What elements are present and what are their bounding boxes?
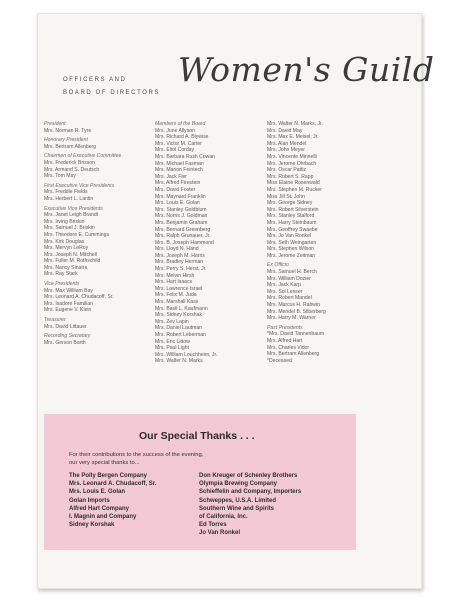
- member-name: Mrs. Robert Mandel: [267, 295, 312, 302]
- officers-column-2: [155, 121, 265, 368]
- thanks-item: Ed Torres: [199, 522, 227, 529]
- header-label: [63, 74, 160, 100]
- member-name: Mrs. David Foster: [155, 186, 196, 193]
- officer-section: [44, 153, 149, 179]
- member-name: Mrs. Perry S. Herst, Jr.: [155, 266, 207, 273]
- member-name: Mrs. Oscar Pattiz: [267, 167, 307, 174]
- section-title: Treasurer: [44, 317, 66, 324]
- officer-section: [44, 317, 149, 330]
- member-name: Mrs. June Allyson: [155, 127, 195, 134]
- thanks-item: Golan Imports: [69, 497, 110, 504]
- member-name: Mrs. Vincente Minnelli: [267, 153, 317, 160]
- member-name: Mrs. Nancy Sinatra: [44, 264, 88, 271]
- member-name: Mrs. Alfred Firestein: [155, 180, 201, 187]
- member-name: Mrs. Louis E. Golan: [155, 200, 200, 207]
- member-name: Mrs. Irving Briskin: [44, 218, 85, 225]
- member-name: Mrs. Marcus H. Rabwin: [267, 302, 320, 309]
- member-name: Mrs. Norman R. Tyre: [44, 127, 92, 134]
- member-name: Mrs. Harry M. Warner: [267, 315, 316, 322]
- thanks-item: Schieffelin and Company, Importers: [199, 489, 302, 496]
- member-name: Mrs. Isadore Familian: [44, 300, 93, 307]
- section-title: First Executive Vice Presidents: [44, 182, 115, 189]
- member-name: Mrs. Sidney Korshak: [155, 312, 202, 319]
- section-title: Chairmen of Executive Committee: [44, 153, 122, 160]
- thanks-item: Mrs. Louis E. Golan: [69, 489, 126, 496]
- member-name: Mrs. Lawrence Israel: [155, 285, 203, 292]
- officer-section: [44, 121, 149, 134]
- member-name: Mrs. David May: [267, 127, 303, 134]
- member-name: Mrs. David Littauer: [44, 323, 87, 330]
- member-name: Mrs. Walter N. Marks, Jr.: [267, 121, 323, 127]
- member-name: Mrs. William Louchheim, Jr.: [155, 351, 218, 358]
- thanks-item: The Polly Bergen Company: [69, 473, 148, 479]
- member-name: Mrs. Bertram Allenberg: [44, 143, 97, 150]
- member-name: Mrs. John Meyer: [267, 147, 305, 154]
- member-name: Mrs. Maynard Franklin: [155, 193, 206, 200]
- member-name: Mrs. Hart Isaacs: [155, 279, 193, 286]
- member-name: Mrs. Alfred Hart: [267, 338, 303, 344]
- member-name: Mrs. Frederick Brisson: [44, 159, 95, 166]
- thanks-intro-line-2: our very special thanks to...: [69, 460, 140, 466]
- member-name: Mrs. Michael Fasman: [155, 160, 204, 167]
- member-name: Mrs. Eric Lidow: [155, 338, 190, 345]
- officer-section: [44, 206, 149, 279]
- member-name: Mrs. Stephen Wilson: [267, 246, 314, 253]
- member-name: Mrs. Mervyn LeRoy: [44, 245, 89, 252]
- thanks-intro-line-1: For their contributions to the success of the evening,: [69, 452, 204, 458]
- officer-section: [267, 121, 377, 259]
- member-name: Mrs. Jack Fier: [155, 173, 187, 180]
- member-name: Mrs. Eugene V. Klein: [44, 307, 92, 314]
- member-name: Mrs. Jerome Zeitman: [267, 252, 316, 259]
- thanks-item: Alfred Hart Company: [69, 505, 130, 512]
- member-name: Miss Jill St. John: [267, 193, 305, 200]
- member-name: Mrs. B. Joseph Hammond: [155, 239, 214, 246]
- header-line-1: OFFICERS AND: [63, 77, 127, 83]
- member-name: *Deceased: [267, 357, 292, 364]
- member-name: Mrs. Paul Light: [155, 345, 189, 352]
- member-name: Mrs. Herbert L. Lantin: [44, 195, 94, 202]
- member-name: Mrs. Charles Vidor: [267, 344, 310, 351]
- member-name: Mrs. Stephen M. Rucker: [267, 186, 322, 193]
- thanks-list-left: [69, 472, 156, 529]
- member-name: Mrs. Samuel H. Berch: [267, 269, 317, 276]
- thanks-item: Jo Van Ronkel: [199, 530, 241, 537]
- member-name: Mrs. Armand S. Deutsch: [44, 166, 100, 173]
- thanks-item: of California, Inc.: [199, 514, 248, 521]
- member-name: Mrs. Robert Leberman: [155, 332, 206, 338]
- thanks-item: Southern Wine and Spirits: [199, 505, 274, 512]
- member-name: Mrs. Bradley Herman: [155, 259, 204, 266]
- thanks-list-right: [199, 472, 301, 538]
- special-thanks-box: [44, 414, 356, 550]
- member-name: Mrs. Jerome Ohrbach: [267, 160, 317, 167]
- member-name: Mrs. Melvin Hirsh: [155, 272, 195, 279]
- member-name: Mrs. Ray Stark: [44, 271, 78, 278]
- member-name: Mrs. Alan Mendel: [267, 140, 307, 147]
- thanks-item: Mrs. Leonard A. Chudacoff, Sr.: [69, 481, 157, 488]
- member-name: Mrs. Barbara Rush Cowan: [155, 153, 216, 160]
- member-name: Mrs. Sol Lesser: [267, 288, 303, 295]
- member-name: Mrs. Freddie Fields: [44, 189, 88, 196]
- member-name: Mrs. Mendel B. Silberberg: [267, 308, 326, 315]
- thanks-item: Olympia Brewing Company: [199, 481, 278, 488]
- member-name: Miss Elaine Rosenwald: [267, 180, 320, 187]
- section-title: President: [44, 121, 66, 127]
- member-name: Mrs. Bernard Greenberg: [155, 226, 211, 233]
- thanks-item: Schweppes, U.S.A. Limited: [199, 497, 277, 504]
- member-name: Mrs. Joseph M. Harris: [155, 252, 205, 259]
- member-name: Mrs. Felix M. Juda: [155, 292, 197, 299]
- member-name: Mrs. Joseph N. Mitchell: [44, 251, 97, 258]
- page-title: Women's Guild: [178, 50, 435, 89]
- section-title: Past Presidents: [267, 324, 303, 331]
- member-name: Mrs. Tom May: [44, 173, 76, 180]
- member-name: Mrs. William Dozier: [267, 275, 311, 282]
- member-name: Mrs. Bertram Allenberg: [267, 351, 320, 358]
- section-title: Members of the Board: [155, 121, 206, 127]
- member-name: Mrs. Max E. Meisel, Jr.: [267, 134, 319, 141]
- member-name: Mrs. Theodore E. Cummings: [44, 231, 110, 238]
- officer-section: [44, 281, 149, 314]
- member-name: Mrs. Seth Weingarten: [267, 239, 317, 246]
- member-name: Mrs. Harry Steinbaum: [267, 219, 317, 226]
- officer-section: [44, 333, 149, 346]
- member-name: Mrs. Geoffrey Swaebe: [267, 226, 318, 233]
- member-name: Mrs. Jack Karp: [267, 282, 301, 289]
- section-title: Ex Officio: [267, 262, 289, 269]
- officers-column-3: [267, 121, 377, 367]
- member-name: Mrs. Stanley Goldblum: [155, 206, 207, 213]
- member-name: *Mrs. David Tannenbaum: [267, 331, 325, 338]
- member-name: Mrs. Jo Van Ronkel: [267, 233, 312, 240]
- section-title: Executive Vice Presidents: [44, 205, 103, 212]
- member-name: Mrs. Gerson Barth: [44, 339, 86, 346]
- member-name: Mrs. Norris J. Goldman: [155, 213, 208, 220]
- officer-section: [267, 325, 377, 365]
- section-title: Honorary President: [44, 137, 88, 144]
- thanks-item: Don Kreuger of Schenley Brothers: [199, 473, 298, 479]
- section-title: Vice Presidents: [44, 281, 80, 288]
- member-name: Mrs. Daniel Lautman: [155, 325, 202, 332]
- thanks-title: Our Special Thanks . . .: [139, 430, 255, 442]
- member-name: Mrs. Leonard A. Chudacoff, Sr.: [44, 294, 114, 301]
- member-name: Mrs. Walter N. Marks: [155, 358, 203, 365]
- member-name: Mrs. Lloyd N. Hand: [155, 246, 199, 253]
- member-name: Mrs. Robert Silverstein: [267, 206, 319, 213]
- member-name: Mrs. Marshall Kass: [155, 299, 199, 306]
- member-name: Mrs. Fuller M. Rothschild: [44, 258, 101, 265]
- thanks-item: I. Magnin and Company: [69, 514, 137, 521]
- officer-section: [44, 137, 149, 150]
- member-name: Mrs. Robert S. Rapp: [267, 173, 314, 180]
- thanks-intro: [69, 451, 203, 467]
- member-name: Mrs. Samuel J. Briskin: [44, 225, 95, 232]
- thanks-item: Sidney Korshak: [69, 522, 115, 529]
- member-name: Mrs. Eliot Corday: [155, 147, 195, 154]
- member-name: Mrs. Zev Lapin: [155, 318, 189, 325]
- member-name: Mrs. Janet Leigh Brandt: [44, 212, 99, 219]
- member-name: Mrs. Marion Feintech: [155, 167, 203, 174]
- member-name: Mrs. George Sidney: [267, 200, 313, 207]
- member-name: Mrs. Richard A. Blywise: [155, 134, 209, 141]
- officer-section: [267, 262, 377, 321]
- officers-column-1: [44, 121, 149, 349]
- officer-section: [44, 183, 149, 203]
- header-line-2: BOARD OF DIRECTORS: [63, 90, 161, 96]
- section-title: Recording Secretary: [44, 333, 91, 340]
- member-name: Mrs. Victor M. Carter: [155, 140, 202, 147]
- member-name: Mrs. Max William Bay: [44, 287, 93, 294]
- member-name: Mrs. Benjamin Graham: [155, 219, 208, 226]
- officer-section: [155, 121, 265, 365]
- member-name: Mrs. Basil L. Kaufmann: [155, 305, 208, 312]
- member-name: Mrs. Ralph Grunauer, Jr.: [155, 233, 211, 240]
- member-name: Mrs. Stanley Stalford: [267, 213, 315, 220]
- member-name: Mrs. Kirk Douglas: [44, 238, 85, 245]
